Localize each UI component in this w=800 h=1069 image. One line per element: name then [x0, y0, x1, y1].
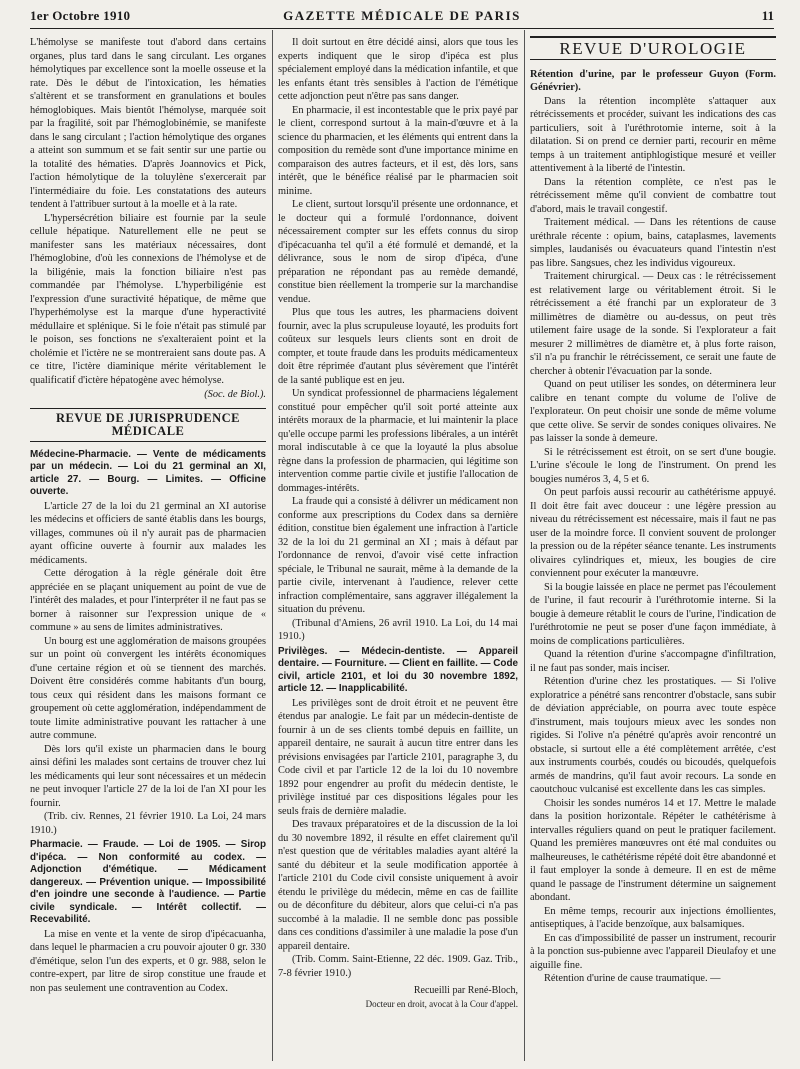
paragraph: Des travaux préparatoires et de la discussion de la loi du 30 novembre 1892, il résulte en effet clairement qu'il n'est question que de véritables maladies ayant altéré la santé du débiteur et la seule modification apportée à l'article 2101 du Code civil consiste uniquement à avoir étendu le privilège du médecin, même en cas de faillite ou de déconfiture du débiteur, alors que celui-ci n'a pas succombé à la maladie. Il ne semble donc pas possible dans ces conditions d'assimiler à une maladie la pose d'un appareil dentaire.: [278, 819, 518, 952]
signature-title: Docteur en droit, avocat à la Cour d'appel.: [365, 998, 518, 1009]
paragraph: Cette dérogation à la règle générale doit être appréciée en se plaçant uniquement au point de vue de l'intérêt des malades, et pour l'interpréter il ne faut pas se borner à raisonner sur l'expression unique de « commune » au sens de limites administratives.: [30, 568, 266, 633]
journal-title: GAZETTE MÉDICALE DE PARIS: [283, 8, 521, 23]
paragraph: Un bourg est une agglomération de maisons groupées sur un point où convergent les intérêts économiques d'une certaine région et où se tiennent des marchés. Doivent être considérés comme habitants d'un bourg, tous ceux qui résident dans les maisons formant ce groupement où cette agglomération, indépendamment de toute limite administrative pouvant les rattacher à une autre commune.: [30, 635, 266, 741]
paragraph: La fraude qui a consisté à délivrer un médicament non conforme aux prescriptions du Codex dans sa dernière édition, constitue bien également une infraction à l'article 32 de la loi du 21 germinal an XI ; mais à défaut par l'ordonnance de renvoi, d'avoir visé cette infraction spéciale, le Tribunal ne saurait, même à la demande de la partie civile, intervenant à l'audience, relever cette infraction complémentaire, sans aggraver illégalement la situation du prévenu.: [278, 496, 518, 615]
column-divider-2: [524, 30, 525, 1061]
paragraph: Choisir les sondes numéros 14 et 17. Mettre le malade dans la position horizontale. Répéter le cathétérisme à intervalles réguliers quand on peut le pratiquer facilement. Quand les premières manœuvres ont été mal conduites ou malheureuses, le cathétérisme répété doit être abandonné et il faut employer la sonde à demeure. Il en est de même quand le passage de l'instrument détermine un saignement abondant.: [530, 797, 776, 903]
source-citation: (Trib. Comm. Saint-Etienne, 22 déc. 1909. Gaz. Trib., 7-8 février 1910.): [278, 954, 518, 979]
paragraph: Un syndicat professionnel de pharmaciens légalement constitué pour empêcher qu'il soit porté atteinte aux intérêts moraux de la pharmacie, et lui maintenir la place qu'elle occupe parmi les professions libérales, a un intérêt moral indiscutable à ce que la loyauté la plus absolue règne dans la profession de pharmacien, qui légitime son intervention comme partie civile et justifie l'allocation de dommages-intérêts.: [278, 388, 518, 494]
source-citation: (Trib. civ. Rennes, 21 février 1910. La Loi, 24 mars 1910.): [30, 811, 266, 836]
section-title-urologie: REVUE D'UROLOGIE: [530, 36, 776, 60]
column-divider-1: [272, 30, 273, 1061]
rubric-heading: Pharmacie. — Fraude. — Loi de 1905. — Sirop d'ipéca. — Non conformité au codex. — Adjonction d'émétique. — Médicament dangereux. — Prévention unique. — Impossibilité d'en joindre une seconde à l'audience. — Partie civile syndicale. — Intérêt collectif. — Recevabilité.: [30, 839, 266, 925]
rubric-heading: Privilèges. — Médecin-dentiste. — Appareil dentaire. — Fourniture. — Client en faillite. — Code civil, article 2101, et loi du 30 novembre 1892, article 12. — Inapplicabilité.: [278, 645, 518, 694]
article-intro: Rétention d'urine, par le professeur Guyon (Form. Génévrier).: [530, 68, 776, 93]
paragraph: L'article 27 de la loi du 21 germinal an XI autorise les médecins et officiers de santé établis dans les bourgs, villages, communes où il n'y aurait pas de pharmacien ayant officine ouverte à fournir aux malades les médicaments.: [30, 500, 266, 566]
paragraph: Il doit surtout en être décidé ainsi, alors que tous les experts indiquent que le sirop d'ipéca est plus spécialement employé dans la médication infantile, et que les enfants étant très sensibles à l'action de l'émétique cette adjonction peut n'être pas sans danger.: [278, 37, 518, 102]
paragraph: Dès lors qu'il existe un pharmacien dans le bourg ainsi défini les malades sont certains de trouver chez lui les médicaments qui leur sont nécessaires et un médecin ne peut invoquer l'article 27 de la loi de l'an XI pour les fournir.: [30, 743, 266, 809]
paragraph: Dans la rétention complète, ce n'est pas le rétrécissement même qu'il convient de combattre tout d'abord, mais le travail congestif.: [530, 176, 776, 215]
paragraph: Rétention d'urine chez les prostatiques. — Si l'olive exploratrice a pénétré sans rencontrer d'obstacle, sans subir de déviation appréciable, on pourra avec toute espèce d'instrument, mais toujours mieux avec les sondes non rigides. Si l'olive n'a pénétré qu'après avoir rencontré un obstacle, si surtout elle a été complètement arrêtée, c'est aux instruments courbés, coudés ou bicoudés, quelquefois armés de mandrins, qu'il faut avoir recours. La sonde en caoutchouc vulcanisé est excellente dans les cas simples.: [530, 676, 776, 795]
paragraph: En cas d'impossibilité de passer un instrument, recourir à la ponction sus-pubienne avec l'appareil Dieulafoy et une aiguille fine.: [530, 932, 776, 971]
paragraph: Quand la rétention d'urine s'accompagne d'infiltration, il ne faut pas sonder, mais inciser.: [530, 649, 776, 674]
paragraph: Plus que tous les autres, les pharmaciens doivent fournir, avec la plus scrupuleuse loyauté, les produits fort coûteux sur lesquels leurs clients sont en droit de compter, et toute fraude dans les produits médicamenteux doit être réprimée d'autant plus sévèrement que l'intérêt de la santé publique est en jeu.: [278, 307, 518, 386]
paragraph: L'hypersécrétion biliaire est fournie par la seule cellule hépatique. Naturellement elle ne peut se manifester sans les matériaux nécessaires, dont l'hémoglobine, d'où les connexions de l'hémolyse et de la biligénie, mais la fonction biliaire n'est pas commandée par l'hémolyse. L'hyperbiligénie est l'expression d'une suractivité hépatique, de même que l'hyperhémolyse est la marque d'une hyperactivité médullaire et splénique. Si le foie n'était pas stimulé par le poison, ses fonctions ne s'exalteraient point et la cholémie et l'ictère ne se montreraient sans doute pas. A ce titre, l'ictère diaminique mérite véritablement le qualificatif d'ictère hépatogène avec hémolyse.: [30, 212, 266, 386]
paragraph: Quand on peut utiliser les sondes, on déterminera leur calibre en tenant compte du volume de l'olive de l'explorateur. On peut choisir une sonde de même volume que cette olive. Se servir de sondes coniques olivaires. Ne pas laisser la sonde à demeure.: [530, 379, 776, 444]
paragraph: On peut parfois aussi recourir au cathétérisme appuyé. Il doit être fait avec douceur : une légère pression au niveau du rétrécissement est nécessaire, mais il faut ne pas user de la moindre force. Il convient souvent de prolonger la pression ou de la répéter séance tenante. Les instruments olivaires cylindriques et, mieux, les bougies de cire conviennent pour exécuter la manœuvre.: [530, 487, 776, 579]
paragraph: Dans la rétention incomplète s'attaquer aux rétrécissements et procéder, suivant les indications des cas particuliers, soit à l'uréthrotomie interne, soit à la dilatation. Si on prend ce dernier parti, recourir en même temps à un traitement antiphlogistique mesuré et veiller attentivement à la liberté de l'intestin.: [530, 95, 776, 174]
page-header: [30, 6, 774, 29]
source-citation: (Tribunal d'Amiens, 26 avril 1910. La Loi, du 14 mai 1910.): [278, 617, 518, 642]
column-3: [530, 36, 776, 1065]
paragraph: En pharmacie, il est incontestable que le prix payé par le client, correspond surtout à la main-d'œuvre et à la science du pharmacien, et les éléments qui entrent dans la composition du remède sont d'une importance minime en comparaison des autres facteurs, et il est, dès lors, sans intérêt, que le bénéfice réalisé par le pharmacien soit minime.: [278, 104, 518, 197]
paragraph: En même temps, recourir aux injections émollientes, antiseptiques, à l'acide benzoïque, aux balsamiques.: [530, 905, 776, 930]
rubric-heading: Médecine-Pharmacie. — Vente de médicaments par un médecin. — Loi du 21 germinal an XI, article 27. — Bourg. — Limites. — Officine ouverte.: [30, 448, 266, 497]
paragraph: Rétention d'urine de cause traumatique. —: [544, 973, 721, 984]
paragraph: La mise en vente et la vente de sirop d'ipécacuanha, dans lequel le pharmacien a cru pouvoir ajouter 0 gr. 330 d'émétique, selon l'un des experts, et 0 gr. 988, selon le contre-expert, par litre de sirop constitue une fraude et non pas seulement une contravention au Codex.: [30, 928, 266, 994]
paragraph: Traitement chirurgical. — Deux cas : le rétrécissement est relativement large ou véritablement étroit. Si le rétrécissement a été franchi par un explorateur de 3 millimètres de diamètre ou au-dessus, on peut très utilement faire usage de la sonde. Si l'explorateur a fait mesurer 2 millimètres de diamètre et, à plus forte raison, s'il n'a pu franchir le rétrécissement, ce serait une faute de chercher à obtenir l'évacuation par la sonde.: [530, 271, 776, 377]
source-citation: (Soc. de Biol.).: [204, 389, 266, 400]
column-2: [278, 36, 518, 1065]
section-title-jurisprudence: REVUE DE JURISPRUDENCE MÉDICALE: [30, 408, 266, 442]
signature: Recueilli par René-Bloch,: [413, 985, 518, 996]
paragraph: L'hémolyse se manifeste tout d'abord dans certains organes, plus tard dans le sang circulant. Les organes hémolytiques par excellence sont la moelle osseuse et la rate. Dès le début de l'intoxication, les hématies s'altèrent et se transforment en granulations et boules hémoglobiques. Mais bientôt l'hémolyse, marquée soit par la fragilité, soit par l'hémoglobinémie, se manifeste dans le sang circulant ; l'action hémolytique des organes a atteint son summum et se fait sentir sur une partie ou la totalité des hématies. D'après Joannovics et Pick, l'action hémolytique de la toluylène s'exercerait par l'intermédiaire du foie. Les constatations des auteurs tendent à l'attribuer surtout à la moelle et à la rate.: [30, 37, 266, 210]
paragraph: Si le rétrécissement est étroit, on se sert d'une bougie. L'urine s'écoule le long de l'instrument. On prend les bougies numéros 3, 4, 5 et 6.: [530, 446, 776, 485]
paragraph: Le client, surtout lorsqu'il présente une ordonnance, et le docteur qui a formulé l'ordonnance, doivent nécessairement compter sur les effets connus du sirop d'ipécacuanha tel qu'il a été formulé et demandé, et la délivrance, sous le nom de sirop d'ipéca, d'une préparation ne répondant pas au remède demandé, constitue bien réellement la tromperie sur la marchandise vendue.: [278, 199, 518, 305]
paragraph: Traitement médical. — Dans les rétentions de cause uréthrale récente : opium, bains, cataplasmes, lavements simples, laudanisés ou évacuateurs quand l'intestin n'est pas libre. Sangsues, chez les individus vigoureux.: [530, 217, 776, 269]
issue-date: 1er Octobre 1910: [30, 8, 131, 23]
column-1: [30, 36, 266, 1065]
paragraph: Les privilèges sont de droit étroit et ne peuvent être étendus par analogie. Le fait par un médecin-dentiste de fournir à un de ses clients tombé depuis en faillite, un appareil dentaire, ne saurait à aucun titre entrer dans les prévisions envisagées par l'article 2101, paragraphe 3, du Code civil et par l'article 12 de la loi du 10 novembre 1892 pour engendrer au profit du médecin dentiste, le privilège institué par ces dispositions légales pour les seuls frais de dernière maladie.: [278, 697, 518, 817]
paragraph: Si la bougie laissée en place ne permet pas l'écoulement de l'urine, il faut recourir à l'uréthrotomie interne. Si la bougie à demeure rétablit le cours de l'urine, l'indication de l'uréthrotomie ne peut se poser d'une façon immédiate, à moins de complications particulières.: [530, 581, 776, 647]
page-number: 11: [761, 8, 774, 23]
